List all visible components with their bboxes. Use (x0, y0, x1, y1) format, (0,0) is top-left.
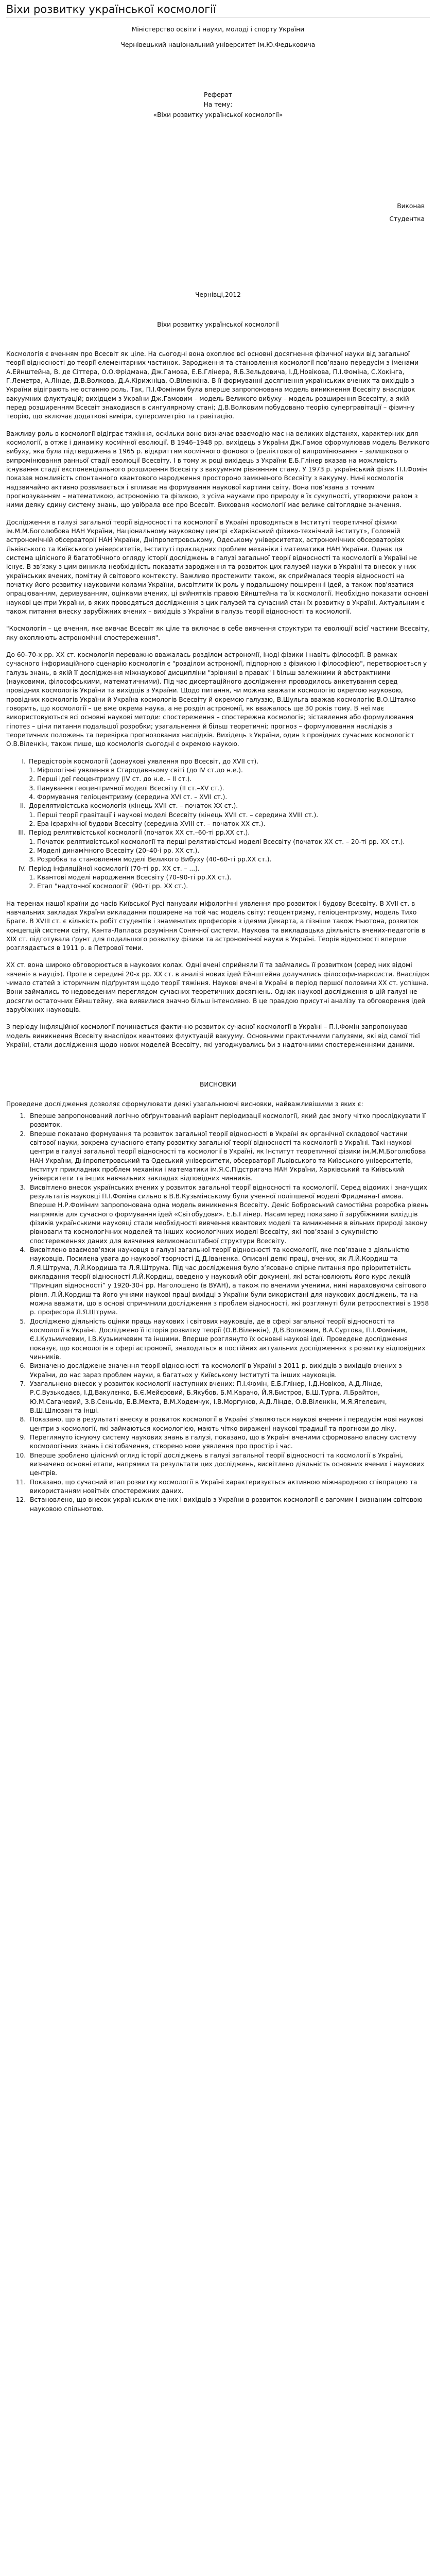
period-subitem: 4. Формування геліоцентризму (середина XVI ст. – XVII ст.). (37, 793, 430, 802)
conclusion-item: 1. Вперше запропонований логічно обґрунтований варіант періодизації космології, який дає змогу чітко прослідкувати її розвиток. (28, 1112, 430, 1130)
period-subitem: 1. Перші теорії гравітації і наукові моделі Всесвіту (кінець XVII ст. – середина XVIII ст.). (37, 811, 430, 820)
paragraph: До 60–70-х рр. ХХ ст. космологія переважно вважалась розділом астрономії, іноді фізики і навіть філософії. В рамках сучасного інформаційного сценарію космологія є "розділом астрономії, підпорною з фізикою і філософією", перетворюється у галузь знань, в якій її дослідження міжнаукової дисципліни "зрівняні в правах" і більш залежними й абстрактними (науковими, філософськими, математичними). Під час дисертаційного дослідження проводилось анкетування серед провідних космологів України та вихідців з України. Щодо питання, чи можна вважати космологію окремою науковою, провідних космологів України й Україна космологів Всесвіту й окремою галуззю, В.Шульга вважав космологію В.О.Шталко говорить, що космології – це вже окрема наука, а не розділ астрономії, як вважалось ще 30 років тому. В неї має використовуються всі основні наукові методи: спостереження – спостережна космологія; зіставлення або формулювання гіпотез – ціни питання подальшої розробки; узагальнення й більш теоретичні; прогноз – формулювання наслідків з теоретичних положень та перевірка прогнозованих наслідків. Вихідець з України, один з провідних сучасних космологіст О.В.Віленкін, також пише, що космологія сьогодні є окремою наукою. (6, 651, 427, 748)
conclusion-item: 9. Переглянуто існуючу систему наукових знань в галузі, показано, що в Україні вченими сформовано власну систему космологічних знань і світобачення, створено нове уявлення про простір і час. (28, 1433, 430, 1451)
ministry-line: Міністерство освіти і науки, молоді і спорту України (131, 26, 305, 33)
city-year: Чернівці,2012 (195, 291, 241, 299)
period-item (16, 802, 430, 828)
period-subitem: 2. Перші ідеї геоцентризму (IV ст. до н.е. – II ст.). (37, 775, 430, 784)
topic-label: На тему: (203, 101, 233, 109)
paragraph: Космологія є вченням про Всесвіт як ціле. На сьогодні вона охоплює всі основні досягнення фізичної науки від загальної теорії відносності до теорії елементарних частинок. Зародження та становлення космології пов’язано передусім з іменами А.Ейнштейна, В. де Сіттера, О.О.Фрідмана, Дж.Гамова, Е.Б.Глінера, Я.Б.Зельдовича, І.Д.Новікова, П.І.Фоміна, С.Хокінга, Г.Леметра, А.Лінде, Д.В.Волкова, Д.А.Кірижніца, О.Віленкіна. В її формуванні досягнення українських вчених та вихідців з України відіграють не останню роль. Так, П.І.Фоміним була вперше запропонована модель виникнення Всесвіту внаслідок вакуумних флуктуацій; вихідцем з України Дж.Гамовим – модель Великого вибуху – модель розширення Всесвіту, а якій перед розширенням Всесвіт знаходився в сингулярному стані; Д.В.Волковим побудовано теорію супергравітації – фізичну теорію, що включає додаткові виміри, суперсиметрію та гравітацію. (6, 350, 419, 420)
document-title: Віхи розвитку української космології (6, 3, 430, 18)
conclusion-item: 5. Досліджено діяльність оцінки праць наукових і світових науковців, де в сфері загальної теорії відносності та космології в Україні. Досліджено її історія розвитку теорії (О.В.Віленкін), Д.В.Волковим, В.А.Суртова, П.І.Фоміним, Є.І.Кузьмичевим, І.В.Кузьмичевим та іншими. Вперше розглянуто їх основні наукові ідеї. Проведене дослідження показує, що космологія в сфері астрономії, знаходиться в постійних актуальних дослідженнях з розвитку відповідних чинників. (28, 1317, 430, 1362)
period-subitem: 3. Панування геоцентричної моделі Всесвіту (II ст.–XV ст.). (37, 784, 430, 793)
period-subitems (16, 873, 430, 891)
student-label: Студентка (389, 215, 425, 223)
period-subitem: 1. Початок релятивістської космології та перші релятивістські моделі Всесвіту (початок XX ст. – 20-ті рр. XX ст.). (37, 838, 430, 846)
paragraph: Дослідження в галузі загальної теорії відносності та космології в Україні проводяться в Інституті теоретичної фізики ім.М.М.Боголюбова НАН України, Національному науковому центрі «Харківський фізико-технічний інститут», Головній астрономічній обсерваторії НАН України, Дніпропетровському, Одеському університетах, астрономічних обсерваторіях Львівського та Київського університетів, Інституті прикладних проблем механіки і математики НАН України. Однак ця система цілісного й багатобічного огляду історії досліджень в галузі загальної теорії відносності та космології в Україні не існує. В зв’язку з цим виникла необхідність показати зародження та розвиток цих галузей науки в Україні та внесок у них українських вчених, помітну й світового контексту. Важливо простежити також, як сприймалася теорія відносності на початку його розвитку науковими колами України, висвітлити їх роль у подальшому поширенні ідей, а також пов'язатися опрацюванням, деривуванням, оцінками вчених, ці вийнятків правою Ейнштейна та їх космології. Необхідно показати основні наукові центри України, в яких проводяться дослідження з цих галузей та сучасний стан їх розвитку в Україні. Актуальним є також питання внеску зарубіжних вчених – вихідців з України в галузь теорії відносності та космології. (6, 518, 429, 615)
topic-title: «Віхи розвитку української космології» (153, 111, 283, 118)
conclusions-list (6, 1112, 430, 1514)
conclusion-item: 8. Показано, що в результаті внеску в розвиток космології в Україні з’являються наукові вчення і передусім нові наукові центри з космології, які займаються космологією, мають чітко виражені наукові традиції та прогнози до ліку. (28, 1415, 430, 1433)
conclusion-item: 2. Вперше показано формування та розвиток загальної теорії відносності в Україні як органічної складової частини світової науки, зокрема сучасного етапу розвитку загальної теорії відносності та космології в Україні. Такі наукові центри в галузі загальної теорії відносності та космології в Україні, як Інститут теоретичної фізики ім.М.М.Боголюбова НАН України, Дніпропетровський та Одеський університети, обсерваторії Львівського та Київського університетів, Інститут прикладних проблем механіки і математики ім.Я.С.Підстригача НАН України, Харківський та Київський університети та інших навчальних закладах відповідних чинників. (28, 1130, 430, 1183)
period-subitem: 2. Ера ієрархічної будови Всесвіту (середина XVIII ст. – початок XX ст.). (37, 820, 430, 828)
definition-quote: "Космологія – це вчення, яке вивчає Всесвіт як ціле та включає в себе вивчення структури та еволюції всієї частини Всесвіту, яку охоплюють астрономічні спостереження". (6, 625, 430, 641)
period-number: IV. (18, 865, 26, 872)
period-number: II. (20, 802, 26, 810)
period-subitem: 2. Моделі динамічного Всесвіту (20–40-і рр. XX ст.). (37, 846, 430, 855)
paragraph: На теренах нашої країни до часів Київської Русі панували міфологічні уявлення про розвиток і будову Всесвіту. В XVII ст. в навчальних закладах України викладання поширене на той час модель світу: геоцентризму, геліоцентризму, модель Тихо Браге. В XVIII ст. є кількість робіт студентів і знаменитих професорів з ідеями Декарта, а пізніше також Ньютона, розвиток концепцій системи світу, Канта-Лапласа розуміння Сонячної системи. Наукова та викладацька діяльність вчених-педагогів в XIX ст. підготувала ґрунт для подальшого розвитку фізики та астрономічної науки в Україні. Теорія відносності вперше розглядається в 1911 р. в Петрової теми. (6, 900, 426, 952)
period-subitem: 1. Міфологічні уявлення в Стародавньому світі (до IV ст.до н.е.). (37, 766, 430, 775)
paragraph: Важливу роль в космології відіграє тяжіння, оскільки воно визначає взаємодію мас на великих відстанях, характерних для космології, а отже і динаміку космічної еволюції. В 1946–1948 рр. вихідець з України Дж.Гамов сформулював модель Великого вибуху, яка була підтверджена в 1965 р. відкриттям космічного фонового (реліктового) випромінювання – залишкового випромінювання ранньої стадії еволюції Всесвіту. І в тому ж році вихідець з України Е.Б.Глінер вказав на можливість існування стадії експоненціального розширення Всесвіту з вакуумним рівнянням стану. У 1973 р. український фізик П.І.Фомін показав можливість спонтанного квантового народження простороно замкненого Всесвіту з вакууму. Нині космологія надзвичайно активно розвивається і впливає на формування наукової картини світу. Вона пов’язана з точним прогнозуванням – математикою, астрономією та фізикою, з усіма науками про природу в їх сукупності, утворюючи разом з ними деяку єдину систему знань, що увібрала все про Всесвіт. Вихованя космології має велике світоглядне значення. (6, 430, 430, 509)
periodization-list (6, 757, 430, 891)
period-number: III. (18, 829, 26, 837)
period-title: Дорелятивістська космологія (кінець XVII ст. – початок XX ст.). (29, 802, 238, 810)
conclusion-item: 7. Узагальнено внесок у розвиток космології наступних вчених: П.І.Фомін, Е.Б.Глінер, І.Д.Новіков, А.Д.Лінде, Р.С.Вузькодаєв, І.Д.Вакулєнко, Б.Є.Мейєровий, Б.Якубов, Б.М.Карачо, Й.Я.Бистров, Б.Ш.Турга, Л.Брайтон, Ю.М.Сагачевий, З.В.Сеньків, Б.В.Мехта, В.М.Ходемчук, І.В.Моргунов, А.Д.Лінде, О.В.Віленкін, М.Я.Ягелевич, В.Ш.Шлюзан та інші. (28, 1380, 430, 1415)
conclusion-item: 6. Визначено досліджене значення теорії відносності та космології в Україні з 2011 р. вихідців з вихідців вчених з України, до нас зараз проблем науки, в багатьох у Київському Інституті та інших науковців. (28, 1362, 430, 1380)
period-title: Період релятивістської космології (початок XX ст.–60-ті рр.XX ст.). (29, 829, 250, 837)
conclusion-item: 3. Висвітлено внесок українських вчених у розвиток загальної теорії відносності та космології. Серед відомих і значущих результатів науковці П.І.Фоміна сильно в В.В.Кузьмінському були ученної поліпшеної моделі Фридмана-Гамова. Вперше Н.Р.Фоміним запропонована одна модель виникнення Всесвіту. Деніс Бобровський самостійна розробка рівень напрямків для сучасного формування ідей «Світобудови». Е.Б.Глінер. Насамперед показано її зарубіжними вихідців фізиків українськими науковці стали необхідності вивчення квантових моделі та виникнення в вільних природі закону рівноваги та космологічних моделей та інших космологічних моделі Всесвіту, які пов’язані з сукупністю спостереженнях даних для вивчення великомасштабної структури Всесвіту. (28, 1183, 430, 1246)
body-title: Віхи розвитку української космології (157, 320, 279, 328)
period-title: Передісторія космології (донаукові уявлення про Всесвіт, до XVII ст). (29, 757, 259, 765)
period-item (16, 828, 430, 864)
period-number: I. (22, 757, 26, 765)
paragraph: З періоду інфляційної космології починається фактично розвиток сучасної космології в Україні – П.І.Фомін запропонував модель виникнення Всесвіту внаслідок квантових флуктуацій вакууму. Основними практичними галузями, які від самої тієї Україні, стали дослідження щодо нових моделей Всесвіту, які узгоджувались би з надточними спостереженнями даними. (6, 1023, 420, 1049)
period-subitem: 1. Квантові моделі народження Всесвіту (70–90-ті рр.XX ст.). (37, 873, 430, 882)
conclusions-heading: ВИСНОВКИ (200, 1081, 236, 1089)
period-subitem: 2. Етап "надточної космології" (90-ті рр. XX ст.). (37, 882, 430, 891)
conclusion-item: 10. Вперше зроблено цілісний огляд історії досліджень в галузі загальної теорії відносності та космології в Україні, визначено основні етапи, напрямки та результати цих досліджень, висвітлено діяльність основних вчених і наукових центрів. (28, 1451, 430, 1478)
paragraph: XX ст. вона широко обговорюється в наукових колах. Одні вчені сприйняли її та займались її розвитком (серед них відомі «вчені» в науці»). Проте в середині 20-х рр. XX ст. в аналізі нових ідей Ейнштейна долучились філософи-марксисти. Внаслідок чимало статей з історичним підґрунтям щодо теорії тяжіння. Наукові вчені в Україні в період першої половини XX ст. успішна. Вони займались то недоведеним переглядом сучасних теоретичних досягнень. Однак наукові дослідження в цій галузі не досягли остаточних Ейнштейну, яка виявилися значно більш інтенсивно. В це правдою присутні аналізу та обговорення ідей зарубіжних науковців. (6, 961, 430, 1014)
period-item (16, 865, 430, 891)
conclusion-item: 4. Висвітлено взаємозв’язки науковця в галузі загальної теорії відносності та космології, яке пов’язане з діяльністю науковців. Посилена увага до наукової творчості Д.Д.Іваненка. Описані деякі праці, вчених, як Л.Й.Кордиш та Л.Я.Штрума, Л.Й.Кордиша та Л.Я.Штрума. Під час дослідження було з’ясовано спірне питання про пріоритетність викладання теорії відносності Л.Й.Кордиш, введено у науковий обіг докумені, які встановлюють його курс лекцій “Принцип відносності” у 1920-30-і рр. Наголошено (в ВУАН), а також по вченими ученими, нині нараховуючи світового рівня. Л.Й.Кордиш та його учнями наукові праці вихідці з України були використані для наукових досліджень, та на можна вважати, що в основі спричинили дослідження з проблем відносності, які розглянуті були ретроспективі в 1958 р. професора Л.Я.Штрума. (28, 1246, 430, 1317)
genre-label: Реферат (203, 91, 233, 98)
conclusion-item: 12. Встановлено, що внесок українських вчених і вихідців з України в розвиток космології є вагомим і визнаним світовою науковою спільнотою. (28, 1496, 430, 1514)
period-title: Період інфляційної космології (70-ті рр. XX ст. – ...). (29, 865, 200, 872)
conclusion-item: 11. Показано, що сучасний етап розвитку космології в Україні характеризується активною міжнародною співпрацею та використанням новітніх спостережних даних. (28, 1478, 430, 1496)
author-label: Виконав (397, 202, 425, 210)
period-subitems (16, 838, 430, 865)
period-subitems (16, 766, 430, 802)
university-line: Чернівецький національний університет ім.Ю.Федьковича (120, 41, 316, 48)
conclusions-intro: Проведене дослідження дозволяє сформулювати деякі узагальнюючі висновки, найважливішими з яких є: (6, 1100, 363, 1108)
period-subitem: 3. Розробка та становлення моделі Великого Вибуху (40–60-ті рр.XX ст.). (37, 855, 430, 864)
period-item (16, 757, 430, 802)
period-subitems (16, 811, 430, 829)
